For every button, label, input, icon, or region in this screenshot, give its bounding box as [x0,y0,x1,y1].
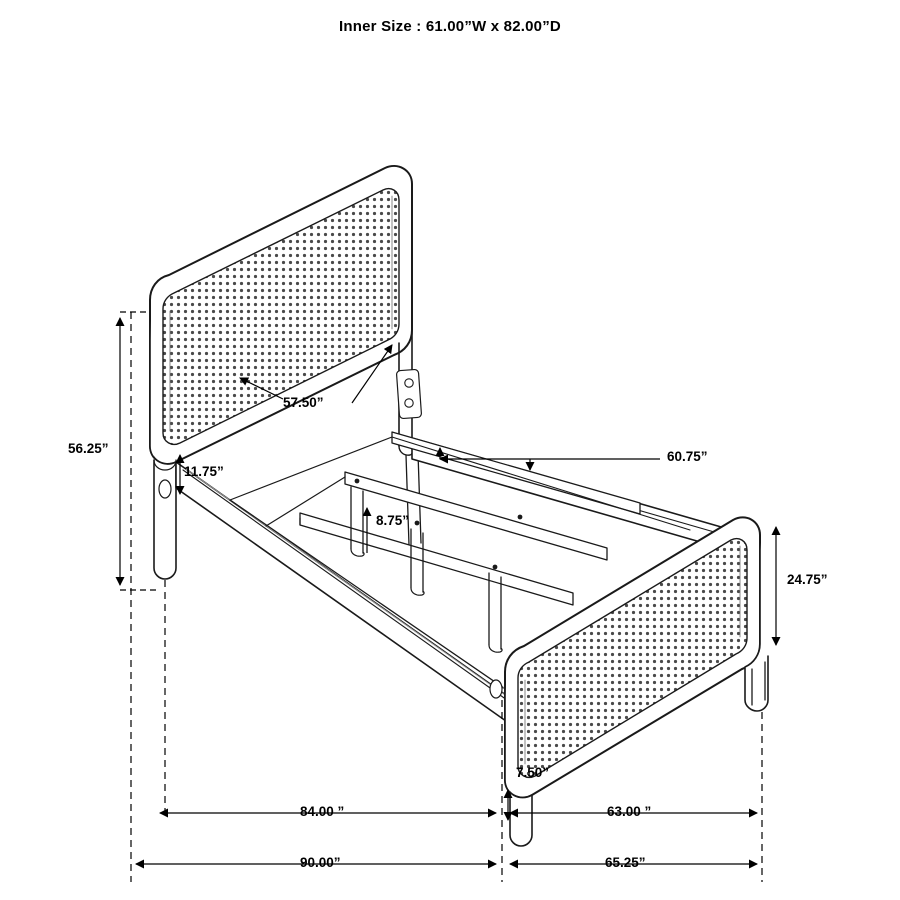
footboard-cane-panel [518,539,747,778]
center-leg-2-foot [411,588,424,595]
footboard-left-post-knob [490,680,502,698]
dim-label-overall-width: 65.25” [605,855,646,870]
dim-label-headboard-panel-width: 57.50” [283,395,324,410]
left-side-rail-outer [176,462,513,726]
headboard-left-post-knob [159,480,171,498]
dim-label-center-support-height: 8.75” [376,513,410,528]
slat-fastener-2 [415,521,420,526]
dim-label-overall-length: 90.00” [300,855,341,870]
center-leg-1-foot [351,549,364,556]
dim-label-lower-length: 84.00 ” [300,804,345,819]
dim-label-headboard-height: 56.25” [68,441,109,456]
headboard-bracket [396,369,421,418]
dim-label-lower-width: 63.00 ” [607,804,652,819]
slat-fastener-3 [493,565,498,570]
dim-label-footboard-leg-clearance: 7.50” [516,765,550,780]
slat-fastener-4 [518,515,523,520]
frame-long-brace-left [230,500,530,706]
bracket-bolt-lower [405,399,413,407]
dim-label-slat-span-width: 60.75” [667,449,708,464]
frame-long-brace-right [392,437,690,530]
center-leg-3-foot [489,645,502,652]
slat-fastener-1 [355,479,360,484]
page-title: Inner Size : 61.00”W x 82.00”D [339,18,561,35]
dim-label-headboard-leg-clearance: 11.75” [184,464,224,479]
bracket-bolt-upper [405,379,413,387]
dim-label-footboard-height: 24.75” [787,572,828,587]
center-leg-3 [489,573,501,649]
